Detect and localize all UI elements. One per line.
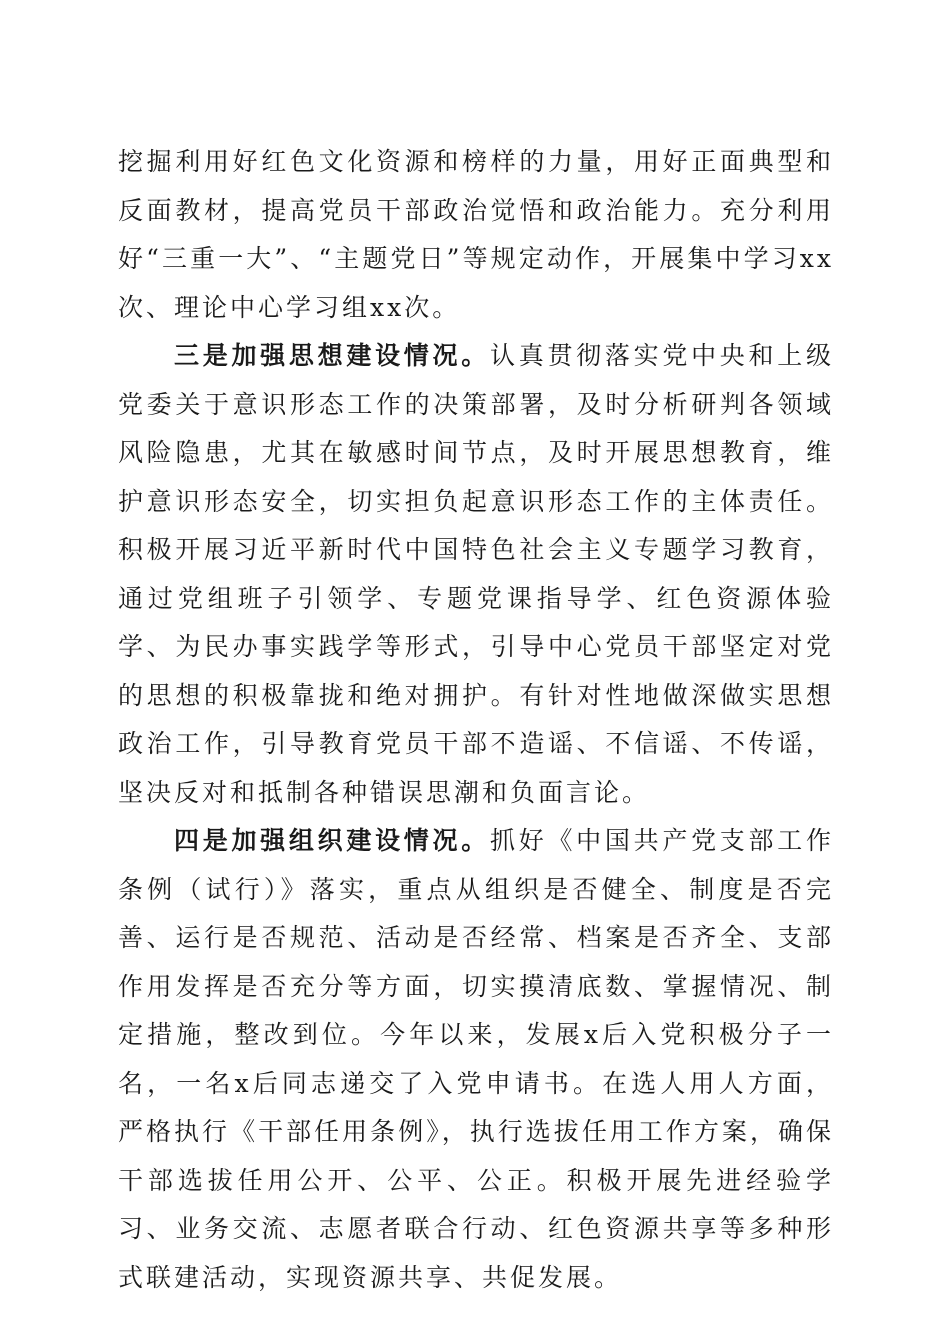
paragraph-continuation xyxy=(118,138,834,332)
paragraph-text: 挖掘利用好红色文化资源和榜样的力量，用好正面典型和反面教材，提高党员干部政治觉悟和政治能力。充分利用好“三重一大”、“主题党日”等规定动作，开展集中学习xx次、理论中心学习组xx次。 xyxy=(118,147,834,322)
paragraph-heading: 三是加强思想建设情况。 xyxy=(174,341,490,370)
paragraph-text: 抓好《中国共产党支部工作条例（试行）》落实，重点从组织是否健全、制度是否完善、运行是否规范、活动是否经常、档案是否齐全、支部作用发挥是否充分等方面，切实摸清底数、掌握情况、制定措施，整改到位。今年以来，发展x后入党积极分子一名，一名x后同志递交了入党申请书。在选人用人方面，严格执行《干部任用条例》，执行选拔任用工作方案，确保干部选拔任用公开、公平、公正。积极开展先进经验学习、业务交流、志愿者联合行动、红色资源共享等多种形式联建活动，实现资源共享、共促发展。 xyxy=(118,826,834,1292)
paragraph-organizational-building xyxy=(118,817,834,1302)
paragraph-ideological-building xyxy=(118,332,834,817)
paragraph-text: 认真贯彻落实党中央和上级党委关于意识形态工作的决策部署，及时分析研判各领域风险隐患，尤其在敏感时间节点，及时开展思想教育，维护意识形态安全，切实担负起意识形态工作的主体责任。积极开展习近平新时代中国特色社会主义专题学习教育，通过党组班子引领学、专题党课指导学、红色资源体验学、为民办事实践学等形式，引导中心党员干部坚定对党的思想的积极靠拢和绝对拥护。有针对性地做深做实思想政治工作，引导教育党员干部不造谣、不信谣、不传谣，坚决反对和抵制各种错误思潮和负面言论。 xyxy=(118,341,834,807)
paragraph-heading: 四是加强组织建设情况。 xyxy=(174,826,490,855)
document-body xyxy=(118,138,834,1302)
